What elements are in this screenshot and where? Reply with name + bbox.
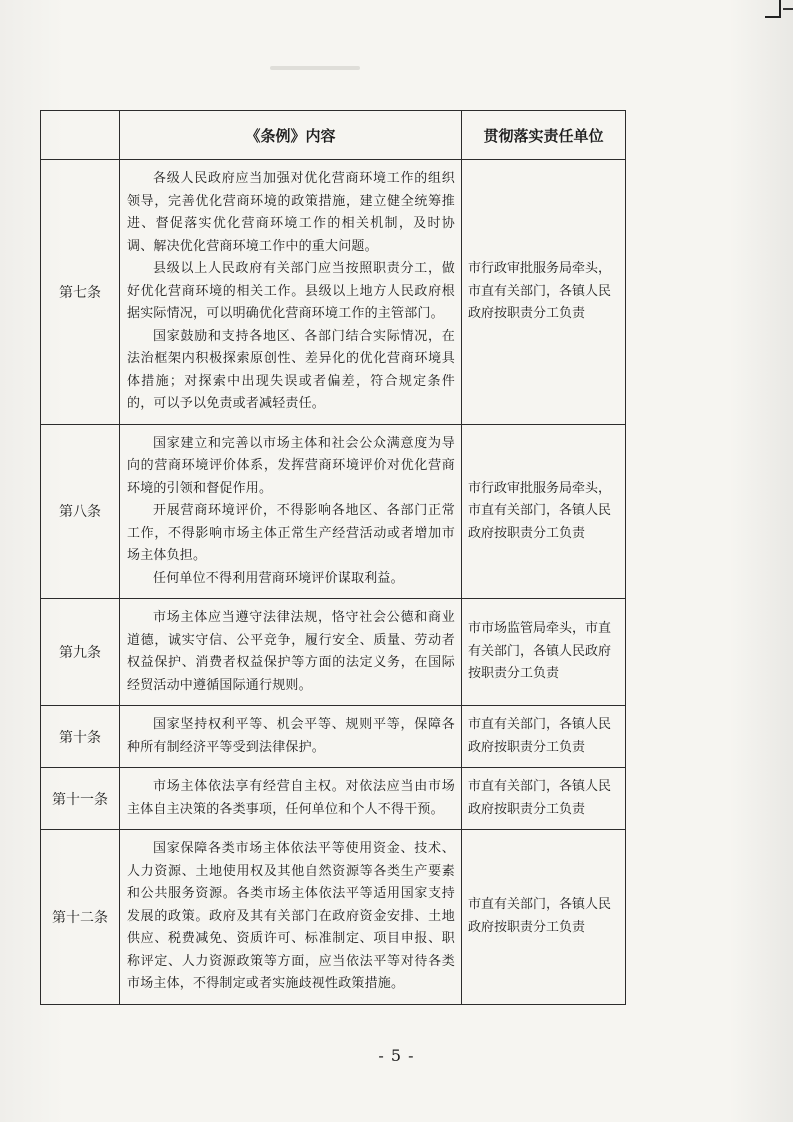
- scan-corner-stub: [783, 8, 793, 10]
- content-paragraph: 各级人民政府应当加强对优化营商环境工作的组织领导，完善优化营商环境的政策措施，建立健全统筹推进、督促落实优化营商环境工作的相关机制，及时协调、解决优化营商环境工作中的重大问题。: [127, 171, 455, 254]
- content-paragraph: 县级以上人民政府有关部门应当按照职责分工，做好优化营商环境的相关工作。县级以上地方人民政府根据实际情况，可以明确优化营商环境工作的主管部门。: [127, 261, 455, 321]
- content-paragraph: 国家鼓励和支持各地区、各部门结合实际情况，在法治框架内积极探索原创性、差异化的优化营商环境具体措施；对探索中出现失误或者偏差，符合规定条件的，可以予以免责或者减轻责任。: [127, 328, 455, 411]
- content-paragraph: 国家坚持权利平等、机会平等、规则平等，保障各种所有制经济平等受到法律保护。: [127, 717, 455, 755]
- article-number: 第八条: [41, 424, 120, 599]
- table-row: [41, 424, 626, 599]
- responsible-unit: 市直有关部门，各镇人民政府按职责分工负责: [462, 706, 626, 768]
- table-row: [41, 706, 626, 768]
- header-article: [41, 111, 120, 160]
- content-paragraph: 市场主体依法享有经营自主权。对依法应当由市场主体自主决策的各类事项，任何单位和个人不得干预。: [127, 779, 455, 817]
- responsible-unit: 市市场监管局牵头，市直有关部门，各镇人民政府按职责分工负责: [462, 599, 626, 706]
- article-content: [120, 424, 462, 599]
- article-content: [120, 706, 462, 768]
- table-row: [41, 830, 626, 1005]
- table-row: [41, 599, 626, 706]
- content-paragraph: 市场主体应当遵守法律法规，恪守社会公德和商业道德，诚实守信、公平竞争，履行安全、质量、劳动者权益保护、消费者权益保护等方面的法定义务，在国际经贸活动中遵循国际通行规则。: [127, 610, 455, 693]
- content-paragraph: 开展营商环境评价，不得影响各地区、各部门正常工作，不得影响市场主体正常生产经营活动或者增加市场主体负担。: [127, 503, 455, 563]
- page-number: - 5 -: [378, 1046, 415, 1065]
- responsible-unit: 市直有关部门，各镇人民政府按职责分工负责: [462, 830, 626, 1005]
- article-content: [120, 160, 462, 425]
- article-number: 第九条: [41, 599, 120, 706]
- table-header-row: [41, 111, 626, 160]
- article-content: [120, 768, 462, 830]
- article-content: [120, 830, 462, 1005]
- article-number: 第十二条: [41, 830, 120, 1005]
- scan-smudge: [270, 66, 360, 70]
- responsible-unit: 市行政审批服务局牵头，市直有关部门，各镇人民政府按职责分工负责: [462, 424, 626, 599]
- header-responsible: 贯彻落实责任单位: [462, 111, 626, 160]
- article-number: 第十一条: [41, 768, 120, 830]
- article-number: 第十条: [41, 706, 120, 768]
- header-content: 《条例》内容: [120, 111, 462, 160]
- regulation-table: [40, 110, 626, 1005]
- content-paragraph: 任何单位不得利用营商环境评价谋取利益。: [153, 570, 404, 586]
- article-number: 第七条: [41, 160, 120, 425]
- scan-corner-mark: [765, 0, 781, 18]
- table-row: [41, 160, 626, 425]
- responsible-unit: 市直有关部门，各镇人民政府按职责分工负责: [462, 768, 626, 830]
- article-content: [120, 599, 462, 706]
- table-row: [41, 768, 626, 830]
- content-paragraph: 国家建立和完善以市场主体和社会公众满意度为导向的营商环境评价体系，发挥营商环境评价对优化营商环境的引领和督促作用。: [127, 435, 455, 496]
- responsible-unit: 市行政审批服务局牵头，市直有关部门，各镇人民政府按职责分工负责: [462, 160, 626, 425]
- content-paragraph: 国家保障各类市场主体依法平等使用资金、技术、人力资源、土地使用权及其他自然资源等各类生产要素和公共服务资源。各类市场主体依法平等适用国家支持发展的政策。政府及其有关部门在政府资金安排、土地供应、税费减免、资质许可、标准制定、项目申报、职称评定、人力资源政策等方面，应当依法平等对待各类市场主体，不得制定或者实施歧视性政策措施。: [127, 841, 455, 991]
